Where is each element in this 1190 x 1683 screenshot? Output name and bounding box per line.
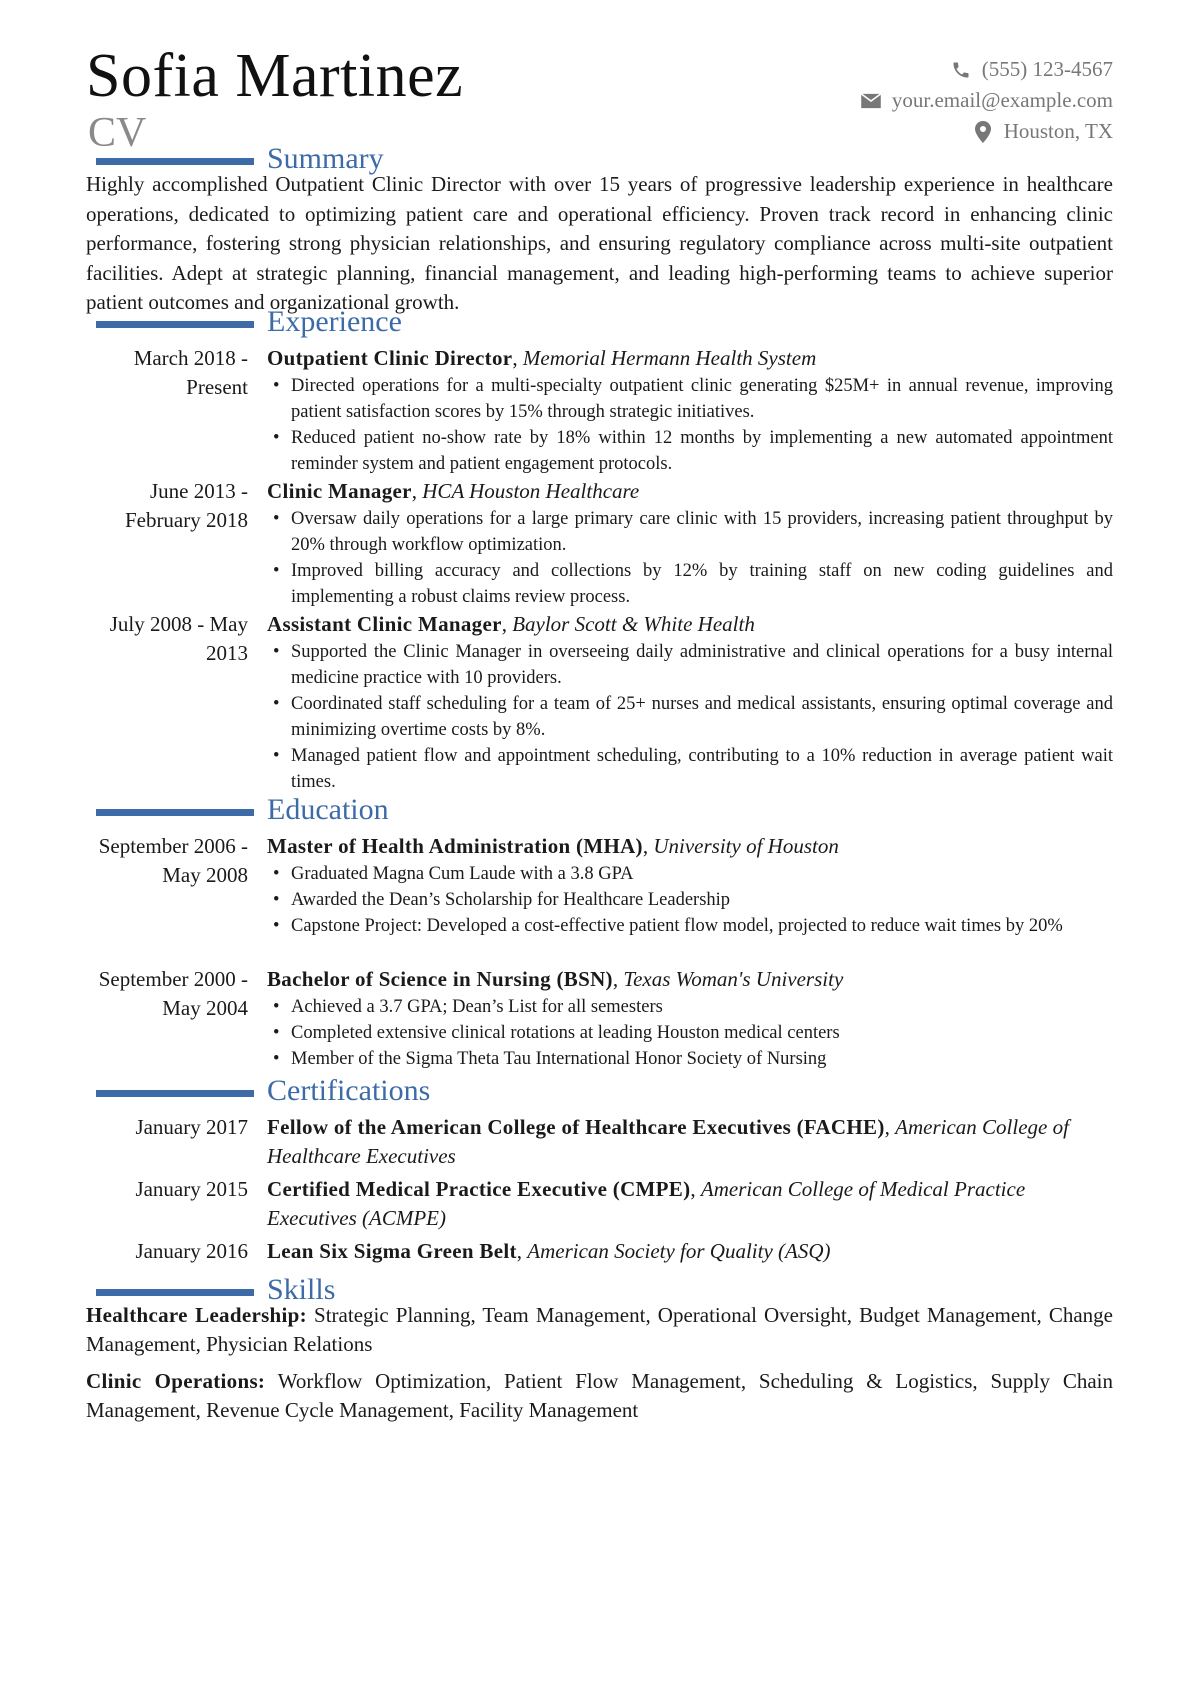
entry-bullet: • Supported the Clinic Manager in overseeing daily administrative and clinical operations for a busy internal medicine practice with 10 providers.	[267, 639, 1113, 691]
map-pin-icon	[971, 121, 995, 143]
section-accent-bar	[96, 1090, 254, 1097]
section-title: Certifications	[267, 1074, 431, 1107]
entry-date: September 2006 - May 2008	[98, 834, 248, 887]
entry-organization: American College of Healthcare Executives	[267, 1115, 1069, 1168]
skill-group	[86, 1301, 1113, 1359]
entry-title: Certified Medical Practice Executive (CMPE)	[267, 1177, 691, 1201]
skill-items: Strategic Planning, Team Management, Operational Oversight, Budget Management, Change Management, Physician Relations	[86, 1303, 1114, 1356]
entry-date: January 2016	[135, 1239, 248, 1263]
entry-organization: American College of Medical Practice Executives (ACMPE)	[267, 1177, 1026, 1230]
entry-bullet: • Reduced patient no-show rate by 18% within 12 months by implementing a new automated appointment reminder system and patient engagement protocols.	[267, 425, 1113, 477]
document-subtitle: CV	[88, 110, 147, 156]
section-title: Experience	[267, 305, 402, 338]
entry-bullet: • Coordinated staff scheduling for a team of 25+ nurses and medical assistants, ensuring optimal coverage and minimizing overtime costs by 8%.	[267, 691, 1113, 743]
section-title: Skills	[267, 1273, 336, 1306]
summary-text: Highly accomplished Outpatient Clinic Director with over 15 years of progressive leadership experience in healthcare operations, dedicated to optimizing patient care and operational efficiency. Proven track record in enhancing clinic performance, fostering strong physician relationships, and ensuring regulatory compliance across multi-site outpatient facilities. Adept at strategic planning, financial management, and leading high-performing teams to achieve superior patient outcomes and organizational growth.	[86, 172, 1113, 314]
entry-bullet: • Improved billing accuracy and collections by 12% by training staff on new coding guidelines and implementing a robust claims review process.	[267, 558, 1113, 610]
entry-title: Clinic Manager	[267, 479, 412, 503]
entry-date: January 2017	[135, 1115, 248, 1139]
contact-info	[859, 54, 1113, 147]
skill-category: Healthcare Leadership:	[86, 1303, 307, 1327]
envelope-icon	[859, 90, 883, 112]
section-accent-bar	[96, 809, 254, 816]
contact-email[interactable]	[859, 85, 1113, 116]
section-certifications-heading	[86, 1074, 1113, 1108]
section-experience-heading	[86, 305, 1113, 339]
entry-bullet: • Completed extensive clinical rotations at leading Houston medical centers	[267, 1020, 1113, 1046]
entry-title: Outpatient Clinic Director	[267, 346, 513, 370]
section-title: Education	[267, 793, 389, 826]
phone-icon	[949, 59, 973, 81]
entry-bullet: • Directed operations for a multi-specialty outpatient clinic generating $25M+ in annual revenue, improving patient satisfaction scores by 15% through strategic initiatives.	[267, 373, 1113, 425]
entry-title: Bachelor of Science in Nursing (BSN)	[267, 967, 613, 991]
person-name: Sofia Martinez	[86, 42, 464, 110]
section-title: Summary	[267, 142, 384, 175]
entry-organization: Texas Woman's University	[623, 967, 844, 991]
entry-bullet: • Member of the Sigma Theta Tau International Honor Society of Nursing	[267, 1046, 1113, 1072]
entry-bullet: • Achieved a 3.7 GPA; Dean’s List for all semesters	[267, 994, 1113, 1020]
section-accent-bar	[96, 321, 254, 328]
section-accent-bar	[96, 158, 254, 165]
entry-date: March 2018 - Present	[133, 346, 248, 399]
entry-title: Fellow of the American College of Healthcare Executives (FACHE)	[267, 1115, 885, 1139]
entry-organization: University of Houston	[653, 834, 839, 858]
entry-organization: HCA Houston Healthcare	[422, 479, 640, 503]
email-link[interactable]: your.email@example.com	[891, 88, 1113, 112]
entry-date: July 2008 - May 2013	[109, 612, 248, 665]
contact-phone	[859, 54, 1113, 85]
entry-organization: Memorial Hermann Health System	[522, 346, 817, 370]
entry-bullet: • Graduated Magna Cum Laude with a 3.8 GPA	[267, 861, 1113, 887]
entry-bullet: • Capstone Project: Developed a cost-effective patient flow model, projected to reduce wait times by 20%	[267, 913, 1113, 939]
entry-date: September 2000 - May 2004	[98, 967, 248, 1020]
phone-text: (555) 123-4567	[981, 57, 1113, 81]
entry-title: Lean Six Sigma Green Belt	[267, 1239, 517, 1263]
section-accent-bar	[96, 1289, 254, 1296]
entry-title: Assistant Clinic Manager	[267, 612, 502, 636]
entry-date: June 2013 - February 2018	[124, 479, 248, 532]
section-education-heading	[86, 793, 1113, 827]
entry-organization: Baylor Scott & White Health	[512, 612, 755, 636]
location-text: Houston, TX	[1003, 119, 1113, 143]
skill-category: Clinic Operations:	[86, 1369, 266, 1393]
skill-group	[86, 1367, 1113, 1425]
entry-date: January 2015	[135, 1177, 248, 1201]
entry-bullet: • Oversaw daily operations for a large primary care clinic with 15 providers, increasing patient throughput by 20% through workflow optimization.	[267, 506, 1113, 558]
entry-bullet: • Managed patient flow and appointment scheduling, contributing to a 10% reduction in average patient wait times.	[267, 743, 1113, 795]
entry-title: Master of Health Administration (MHA)	[267, 834, 643, 858]
entry-bullet: • Awarded the Dean’s Scholarship for Healthcare Leadership	[267, 887, 1113, 913]
entry-organization: American Society for Quality (ASQ)	[527, 1239, 831, 1263]
skill-items: Workflow Optimization, Patient Flow Management, Scheduling & Logistics, Supply Chain Management, Revenue Cycle Management, Facility Management	[86, 1369, 1113, 1422]
